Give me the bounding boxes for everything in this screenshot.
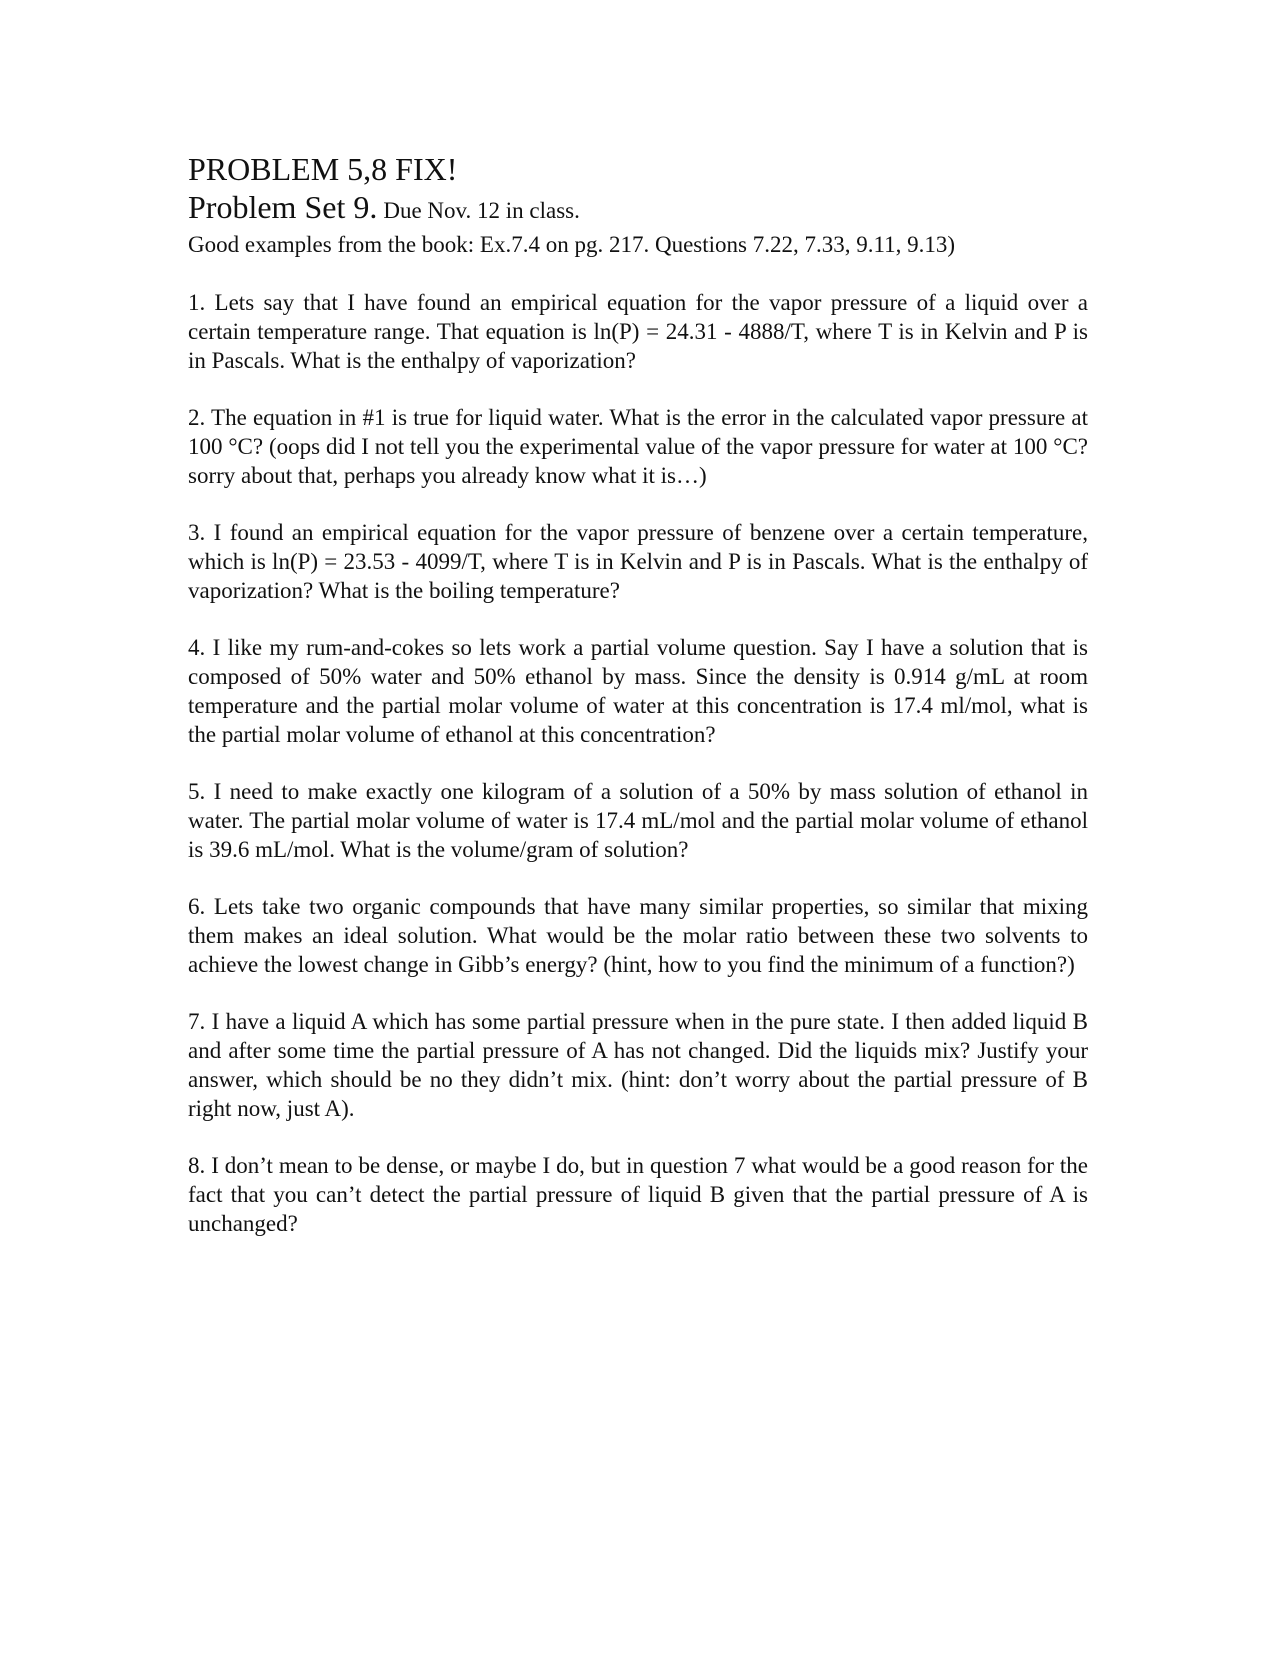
problem-set-heading — [188, 188, 1088, 230]
document-title: PROBLEM 5,8 FIX! — [188, 151, 458, 187]
question-1: 1. Lets say that I have found an empirical equation for the vapor pressure of a liquid over a certain temperature range. That equation is ln(P) = 24.31 - 4888/T, where T is in Kelvin and P is in Pascals. What is the enthalpy of vaporization? — [188, 290, 1088, 373]
question-7: 7. I have a liquid A which has some partial pressure when in the pure state. I then added liquid B and after some time the partial pressure of A has not changed. Did the liquids mix? Justify your answer, which should be no they didn’t mix. (hint: don’t worry about the partial pressure of B right now, just A). — [188, 1009, 1088, 1121]
document-page — [188, 150, 1088, 1266]
question-3: 3. I found an empirical equation for the vapor pressure of benzene over a certain temperature, which is ln(P) = 23.53 - 4099/T, where T is in Kelvin and P is in Pascals. What is the enthalpy of vaporization? What is the boiling temperature? — [188, 520, 1088, 603]
question-5: 5. I need to make exactly one kilogram of a solution of a 50% by mass solution of ethanol in water. The partial molar volume of water is 17.4 mL/mol and the partial molar volume of ethanol is 39.6 mL/mol. What is the volume/gram of solution? — [188, 779, 1088, 862]
question-4: 4. I like my rum-and-cokes so lets work a partial volume question. Say I have a solution that is composed of 50% water and 50% ethanol by mass. Since the density is 0.914 g/mL at room temperature and the partial molar volume of water at this concentration is 17.4 ml/mol, what is the partial molar volume of ethanol at this concentration? — [188, 635, 1088, 747]
question-8: 8. I don’t mean to be dense, or maybe I do, but in question 7 what would be a good reason for the fact that you can’t detect the partial pressure of liquid B given that the partial pressure of A is unchanged? — [188, 1153, 1088, 1236]
question-2: 2. The equation in #1 is true for liquid water. What is the error in the calculated vapor pressure at 100 °C? (oops did I not tell you the experimental value of the vapor pressure for water at 100 °C? sorry about that, perhaps you already know what it is…) — [188, 405, 1088, 488]
question-6: 6. Lets take two organic compounds that have many similar properties, so similar that mixing them makes an ideal solution. What would be the molar ratio between these two solvents to achieve the lowest change in Gibb’s energy? (hint, how to you find the minimum of a function?) — [188, 894, 1088, 977]
problem-set-title: Problem Set 9. — [188, 189, 378, 225]
due-date: Due Nov. 12 in class. — [383, 198, 580, 223]
book-examples-note: Good examples from the book: Ex.7.4 on pg. 217. Questions 7.22, 7.33, 9.11, 9.13) — [188, 232, 956, 257]
